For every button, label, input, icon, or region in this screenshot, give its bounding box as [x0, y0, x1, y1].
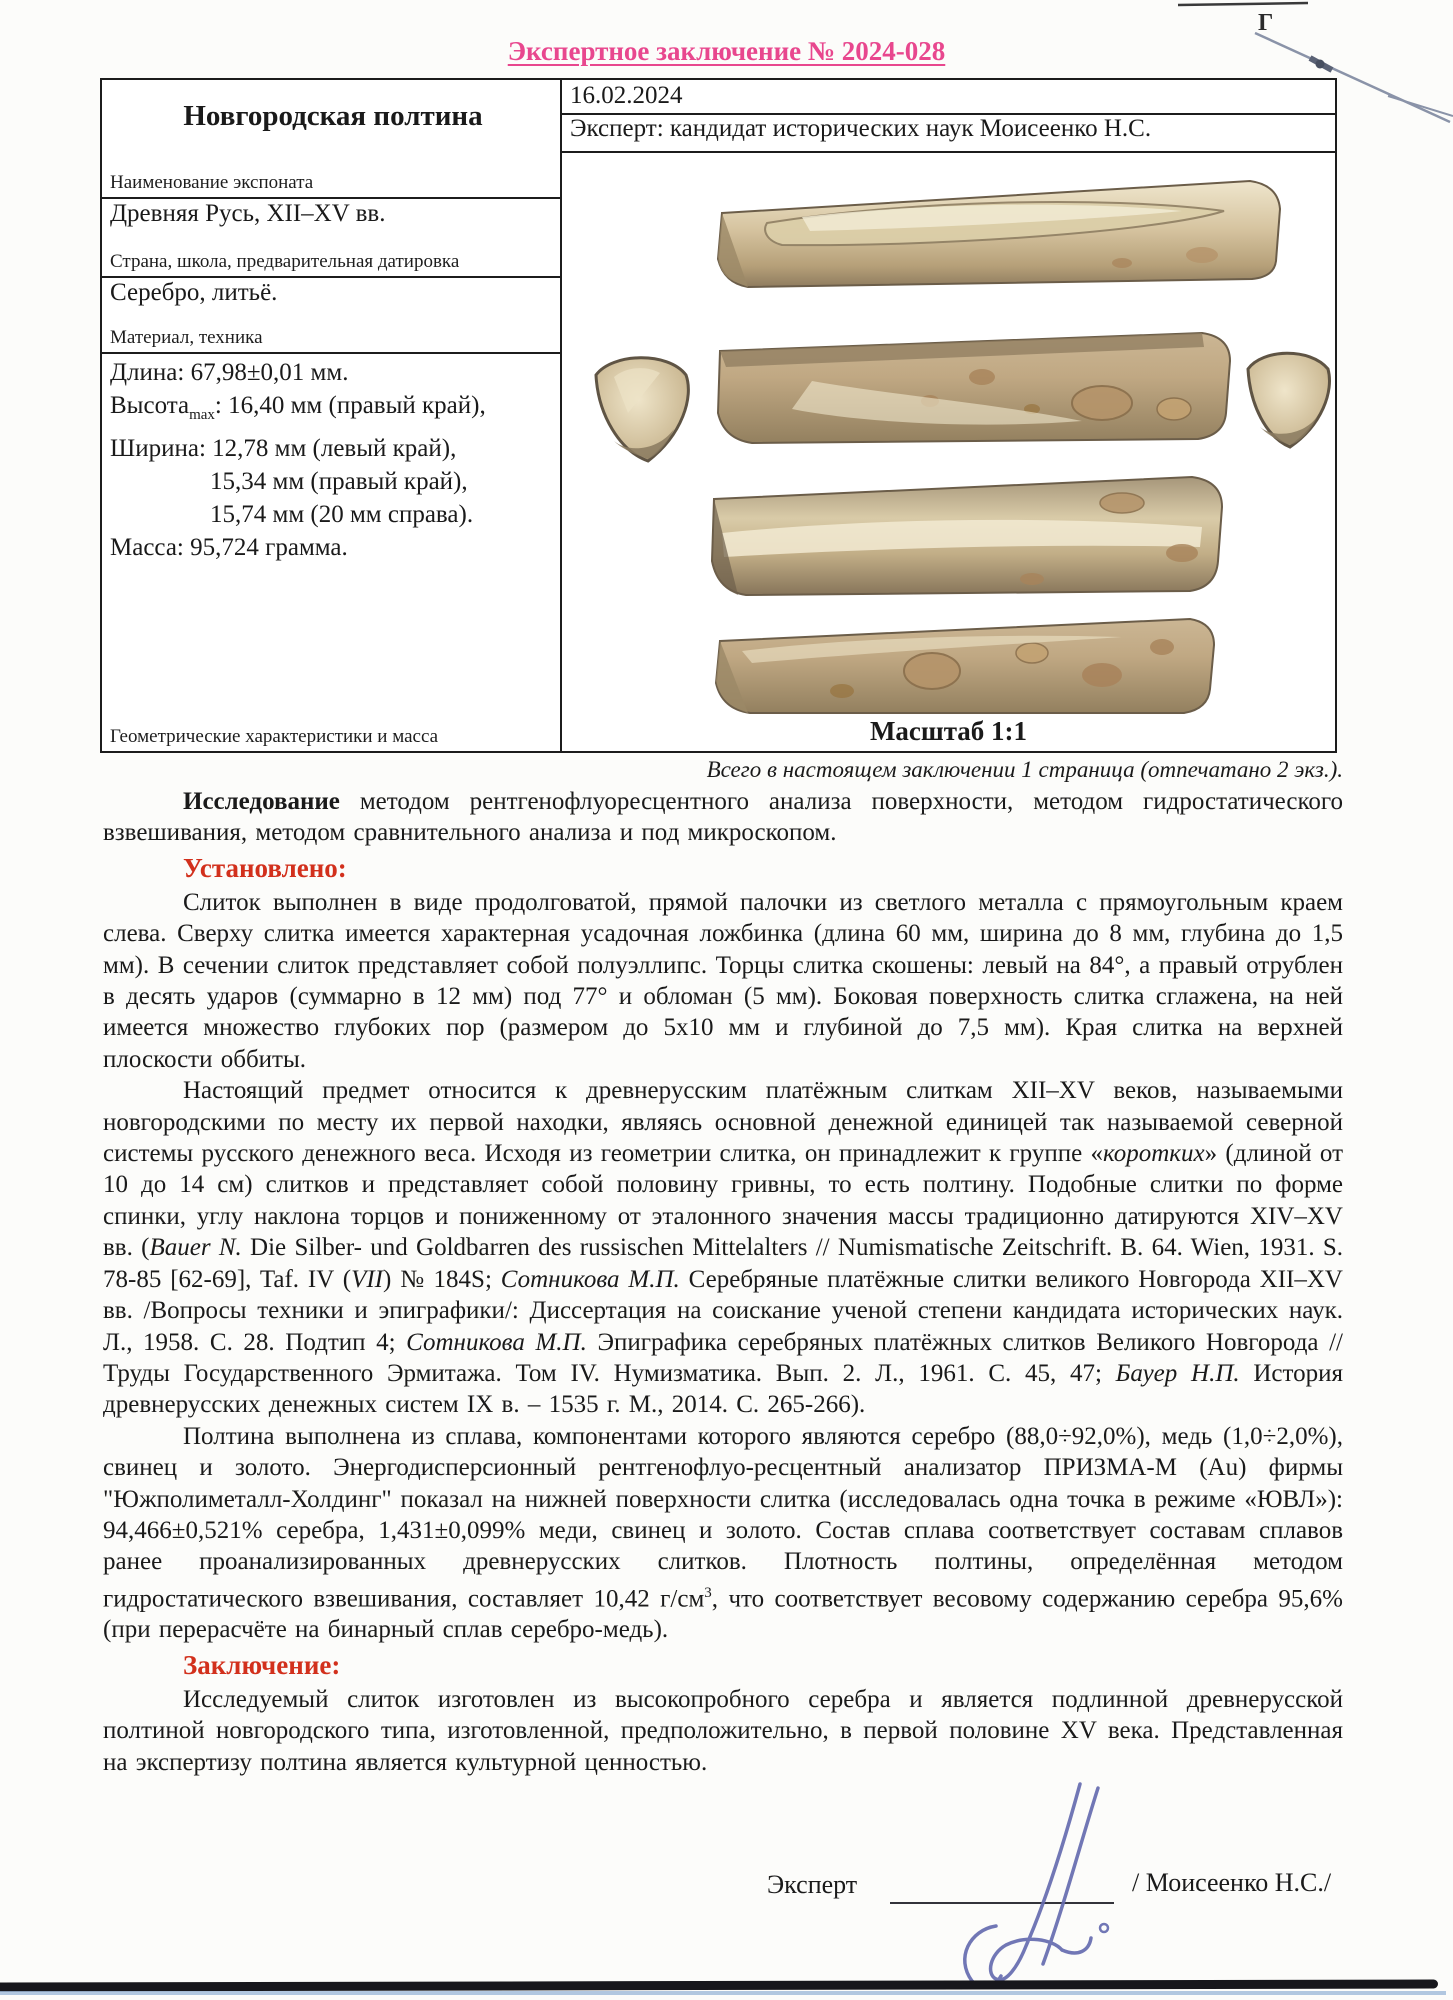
- paragraph-research: Исследование методом рентгенофлуоресцентного анализа поверхности, методом гидростатического взвешивания, методом сравнительного анализа и под микроскопом.: [103, 788, 1343, 847]
- signature-name: / Моисеенко Н.С./: [1132, 1868, 1332, 1897]
- signature-label: Эксперт: [767, 1870, 858, 1899]
- exhibit-name-caption: Наименование экспоната: [110, 172, 314, 194]
- report-date: 16.02.2024: [570, 82, 683, 109]
- scale-label: Масштаб 1:1: [869, 716, 1028, 746]
- country-dating-value: Древняя Русь, XII–XV вв.: [110, 200, 386, 227]
- exhibit-name: Новгородская полтина: [183, 100, 483, 132]
- cell-photos: [562, 151, 1335, 751]
- ingot-photo-bottom-view: [716, 619, 1214, 713]
- heading-conclusion: Заключение:: [183, 1649, 341, 1680]
- ingot-photo-end-view-left: [596, 358, 688, 461]
- measurements-caption: Геометрические характеристики и масса: [110, 726, 439, 748]
- cell-measurements: [102, 352, 560, 751]
- ingot-photographs: [562, 151, 1335, 751]
- material-caption: Материал, техника: [110, 327, 263, 349]
- cell-exhibit-name: [102, 80, 560, 197]
- page-count-note: Всего в настоящем заключении 1 страница (отпечатано 2 экз.).: [706, 757, 1343, 782]
- expert-line: Эксперт: кандидат исторических наук Моисеенко Н.С.: [570, 115, 1152, 142]
- cell-expert: [562, 113, 1335, 151]
- scan-edge-shadow: [0, 1991, 1446, 1995]
- measurement-lines: Длина: 67,98±0,01 мм. Высота$_{max}$: 16,40 мм (правый край), Ширина: 12,78 мм (левый край), 15,34 мм (правый край), 15,74 мм (20 мм справа). Масса: 95,724 грамма.: [110, 359, 486, 561]
- paragraph-attribution: Настоящий предмет относится к древнерусским платёжным слиткам XII–XV веков, называемыми новгородскими по месту их первой находки, являясь основной денежной единицей так называемой северной системы русского денежного веса. Исходя из геометрии слитка, он принадлежит к группе «коротких» (длиной от 10 до 14 см) слитков и представляет собой половину гривны, то есть полтину. Подобные слитки по форме спинки, углу наклона торцов и пониженному от эталонного значения массы традиционно датируются XIV–XV вв. (Bauer N. Die Silber- und Goldbarren des russischen Mittelalters // Numismatische Zeitschrift. B. 64. Wien, 1931. S. 78-85 [62-69], Taf. IV (VII) № 184S; Сотникова М.П. Серебряные платёжные слитки великого Новгорода XII–XV вв. /Вопросы техники и эпиграфики/: Диссертация на соискание ученой степени кандидата исторических наук. Л., 1958. С. 28. Подтип 4; Сотникова М.П. Эпиграфика серебряных платёжных слитков Великого Новгорода // Труды Государственного Эрмитажа. Том IV. Нумизматика. Вып. 2. Л., 1961. С. 45, 47; Бауер Н.П. История древнерусских денежных систем IX в. – 1535 г. М., 2014. С. 265-266).: [103, 1077, 1344, 1419]
- ingot-photo-top-view: [718, 181, 1280, 287]
- ingot-photo-end-view-right: [1248, 353, 1329, 447]
- handwritten-signature: [930, 1778, 1170, 1996]
- cell-country-dating: [102, 197, 560, 276]
- ingot-photo-side-view-upper: [718, 333, 1230, 443]
- exhibit-table: [100, 78, 1337, 753]
- heading-established: Установлено:: [183, 852, 347, 883]
- paragraph-alloy: Полтина выполнена из сплава, компонентами которого являются серебро (88,0÷92,0%), медь (1,0÷2,0%), свинец и золото. Энергодисперсионный рентгенофлуо-ресцентный анализатор ПРИЗМА-М (Au) фирмы "Южполиметалл-Холдинг" показал на нижней поверхности слитка (исследовалась одна точка в режиме «ЮВЛ»): 94,466±0,521% серебра, 1,431±0,099% меди, свинец и золото. Состав сплава соответствует составам сплавов ранее проанализированных древнерусских слитков. Плотность полтины, определённая методом гидростатического взвешивания, составляет 10,42 $г/см^3$, что соответствует весовому содержанию серебра 95,6% (при перерасчёте на бинарный сплав серебро-медь).: [103, 1422, 1343, 1644]
- material-value: Серебро, литьё.: [110, 279, 278, 306]
- ingot-photo-side-view-lower: [712, 477, 1222, 595]
- document-title: Экспертное заключение № 2024-028: [507, 36, 946, 66]
- scan-edge-band: [0, 1979, 1438, 1991]
- cell-date: [562, 80, 1335, 113]
- corner-mark-letter: Г: [1258, 10, 1274, 36]
- paragraph-description: Слиток выполнен в виде продолговатой, прямой палочки из светлого металла с прямоугольным краем слева. Сверху слитка имеется характерная усадочная ложбинка (длина 60 мм, ширина до 8 мм, глубина до 1,5 мм). В сечении слиток представляет собой полуэллипс. Торцы слитка скошены: левый на 84°, а правый отрублен в десять ударов (суммарно в 12 мм) под 77° и обломан (5 мм). Боковая поверхность слитка сглажена, на ней имеется множество глубоких пор (размером до 5х10 мм и глубиной до 7,5 мм). Края слитка на верхней плоскости оббиты.: [103, 888, 1343, 1073]
- paragraph-verdict: Исследуемый слиток изготовлен из высокопробного серебра и является подлинной древнерусской полтиной новгородского типа, изготовленной, предположительно, в первой половине XV века. Представленная на экспертизу полтина является культурной ценностью.: [103, 1685, 1343, 1776]
- cell-material: [102, 276, 560, 352]
- report-body: [103, 786, 1343, 1778]
- country-dating-caption: Страна, школа, предварительная датировка: [110, 251, 460, 273]
